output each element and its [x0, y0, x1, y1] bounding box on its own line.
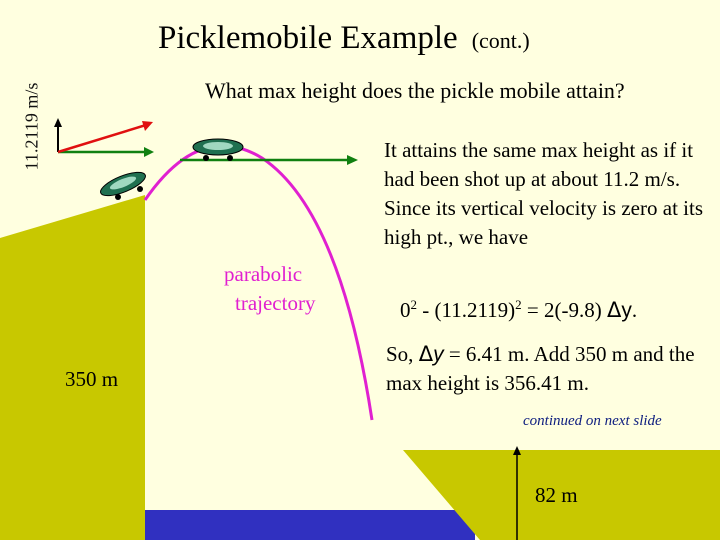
horizontal-arrowhead-icon [144, 147, 154, 157]
eq-delta: Δ [607, 298, 622, 322]
conclusion-rest: = 6.41 m. Add 350 m and the max height is 356.41 m. [386, 342, 695, 395]
trajectory-label [224, 260, 315, 318]
drop-height-label: 82 m [535, 483, 578, 507]
conclusion-prefix: So, [386, 342, 419, 366]
eq-zero: 0 [400, 298, 411, 322]
conclusion-var: y [433, 343, 444, 366]
picklemobile-apex-icon [193, 139, 243, 161]
apex-arrowhead-icon [347, 155, 358, 165]
kinematics-equation [400, 297, 637, 323]
conclusion-delta: Δ [418, 342, 434, 366]
eq-exp1: 2 [410, 297, 417, 312]
eq-var: y [621, 299, 632, 322]
eq-end: . [631, 298, 638, 322]
continued-note: continued on next slide [523, 413, 662, 429]
slide-title [158, 20, 530, 57]
vertical-arrowhead-icon [54, 118, 62, 127]
conclusion-text [386, 340, 716, 398]
trajectory-label-line1: parabolic [224, 262, 303, 286]
title-suffix: (cont.) [471, 28, 530, 53]
explanation-text: It attains the same max height as if it had been shot up at about 11.2 m/s. Since its vertical velocity is zero at its high pt., we have [384, 138, 703, 249]
side-velocity-text: 11.2119 m/s [21, 82, 42, 171]
launch-velocity-arrow [58, 125, 146, 152]
cliff-height-label: 350 m [65, 367, 119, 391]
eq-rhs: = 2(-9.8) [521, 298, 607, 322]
eq-exp2: 2 [515, 297, 522, 312]
eq-velocity: - (11.2119) [417, 298, 516, 322]
title-main: Picklemobile Example [158, 20, 458, 56]
launch-arrowhead-icon [142, 121, 153, 131]
trajectory-label-line2: trajectory [235, 291, 316, 315]
question-text: What max height does the pickle mobile attain? [205, 78, 625, 103]
water [145, 510, 475, 540]
picklemobile-launch-icon [98, 168, 148, 201]
